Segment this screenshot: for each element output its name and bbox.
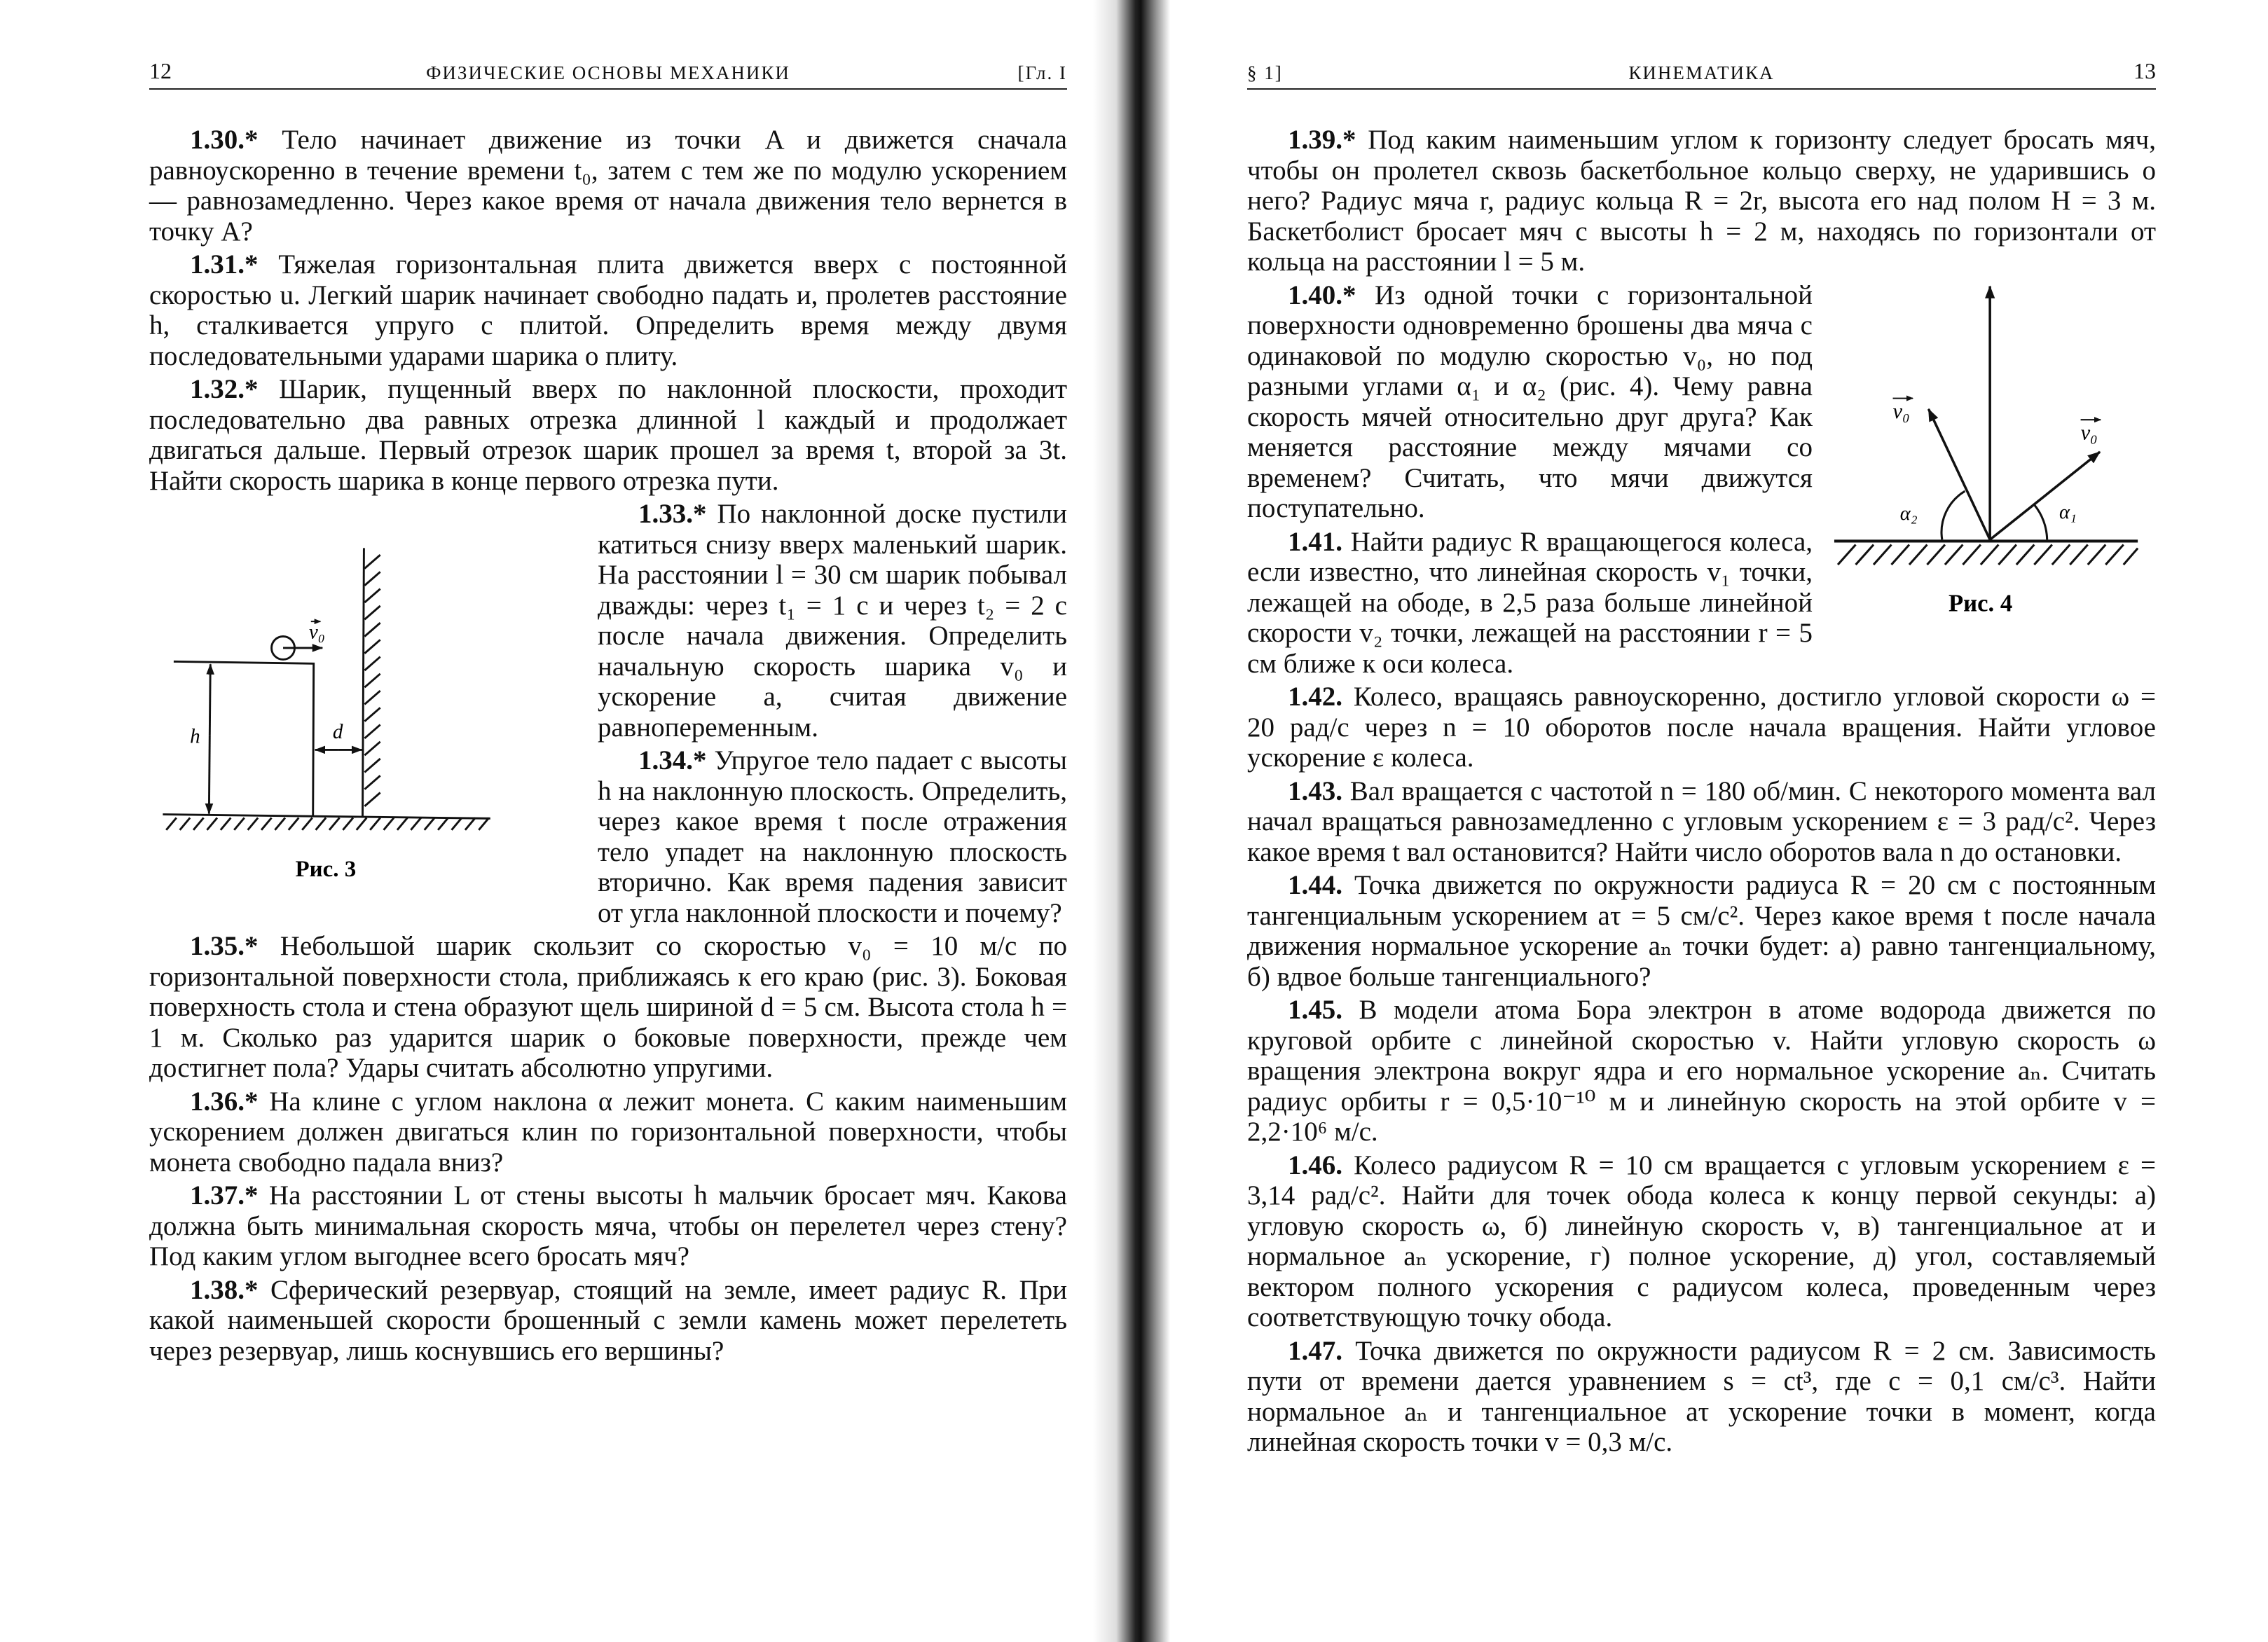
page-number: 12 — [149, 58, 172, 83]
problem-1-41: 1.41. Найти радиус R вращающегося колеса, если известно, что линейная скорость v₁ точки, лежащей на ободе, в 2,5 раза больше линейной скорости v₂ точки, лежащей на расстоянии r = 5 см ближе к оси колеса. — [1247, 526, 1813, 679]
problem-1-36: 1.36.* На клине с углом наклона α лежит монета. С каким наименьшим ускорением должен двигаться клин по горизонтальной поверхности, чтобы монета свободно падала вниз? — [149, 1086, 1068, 1178]
problem-1-40: 1.40.* Из одной точки с горизонтальной поверхности одновременно брошены два мяча с одинаковой по модулю скоростью v₀, но под разными углами α₁ и α₂ (рис. 4). Чему равна скорость мячей относительно друг друга? Как меняется расстояние между мячами со временем? Считать, что мячи движутся поступательно. — [1247, 280, 1813, 523]
problem-1-43: 1.43. Вал вращается с частотой n = 180 об/мин. С некоторого момента вал начал вращаться равнозамедленно с угловым ускорением ε = 3 рад/с². Через какое время t вал остановится? Найти число оборотов вала n до остановки. — [1247, 775, 2157, 867]
page-number: 13 — [2133, 58, 2156, 83]
problem-1-32: 1.32.* Шарик, пущенный вверх по наклонной плоскости, проходит последовательно два равных отрезка длинной l каждый и продолжает двигаться дальше. Первый отрезок шарик прошел за время t, второй за 3t. Найти скорость шарика в конце первого отрезка пути. — [149, 374, 1068, 496]
figure-3 — [149, 518, 598, 911]
figure-caption: Рис. 3 — [295, 856, 357, 882]
figure-caption: Рис. 4 — [1949, 590, 2013, 617]
problem-1-47: 1.47. Точка движется по окружности радиусом R = 2 см. Зависимость пути от времени дается уравнением s = ct³, где c = 0,1 см/c³. Найти нормальное aₙ и тангенциальное aτ ускорение точки в момент, когда линейная скорость точки v = 0,3 м/с. — [1247, 1335, 2157, 1457]
problem-1-31: 1.31.* Тяжелая горизонтальная плита движется вверх с постоянной скоростью u. Легкий шарик начинает свободно падать и, пролетев расстояние h, сталкивается упруго с плитой. Определить время между двумя последовательными ударами шарика о плиту. — [149, 249, 1067, 371]
problem-1-35: 1.35.* Небольшой шарик скользит со скоростью v₀ = 10 м/с по горизонтальной поверхности стола, приближаясь к его краю (рис. 3). Боковая поверхность стола и стена образуют щель шириной d = 5 см. Высота стола h = 1 м. Сколько раз ударится шарик о боковые поверхности, прежде чем достигнет пола? Удары считать абсолютно упругими. — [149, 931, 1067, 1083]
problem-1-45: 1.45. В модели атома Бора электрон в атоме водорода движется по круговой орбите с линейной скоростью v. Найти угловую скорость ω вращения электрона вокруг ядра и его нормальное ускорение aₙ. Считать радиус орбиты r = 0,5·10⁻¹⁰ м и линейную скорость на этой орбите v = 2,2·10⁶ м/с. — [1247, 995, 2156, 1147]
label-v0-right: v₀ — [2080, 420, 2098, 445]
page-content — [149, 125, 1067, 1369]
problem-1-42: 1.42. Колесо, вращаясь равноускоренно, достигло угловой скорости ω = 20 рад/с через n = 10 оборотов после начала вращения. Найти угловое ускорение ε колеса. — [1247, 682, 2156, 773]
header-title: ФИЗИЧЕСКИЕ ОСНОВЫ МЕХАНИКИ — [426, 62, 790, 83]
two-balls-velocity-diagram — [1813, 265, 2156, 636]
figure-4 — [1813, 265, 2156, 636]
label-h: h — [190, 725, 200, 748]
problem-1-39: 1.39.* Под каким наименьшим углом к горизонту следует бросать мяч, чтобы он пролетел сквозь баскетбольное кольцо сверху, не ударившись о него? Радиус мяча r, радиус кольца R = 2r, высота его над полом H = 3 м. Баскетболист бросает мяч с высоты h = 2 м, находясь по горизонтали от кольца на расстоянии l = 5 м. — [1247, 125, 2157, 277]
book-binding-gutter — [1093, 0, 1170, 1642]
section-label: § 1] — [1247, 62, 1283, 83]
running-header — [149, 55, 1067, 90]
page-content — [1247, 125, 2156, 1461]
label-alpha1: α₁ — [2059, 501, 2077, 523]
label-v0-left: v₀ — [1892, 399, 1910, 424]
problem-1-38: 1.38.* Сферический резервуар, стоящий на земле, имеет радиус R. При какой наименьшей скорости брошенный с земли камень может перелететь через резервуар, лишь коснувшись его вершины? — [149, 1274, 1068, 1366]
table-wall-diagram — [149, 518, 598, 911]
problem-1-46: 1.46. Колесо радиусом R = 10 см вращается с угловым ускорением ε = 3,14 рад/с². Найти для точек обода колеса к концу первой секунды: а) угловую скорость ω, б) линейную скорость v, в) тангенциальное aτ и нормальное aₙ ускорение, г) полное ускорение, д) угол, составляемый вектором полного ускорения с радиусом колеса, проведенным через соответствующую точку обода. — [1247, 1150, 2157, 1332]
label-alpha2: α₂ — [1899, 502, 1918, 525]
label-v0: v₀ — [308, 621, 325, 644]
header-title: КИНЕМАТИКА — [1628, 62, 1775, 83]
problem-1-44: 1.44. Точка движется по окружности радиуса R = 20 см с постоянным тангенциальным ускорением aτ = 5 см/с². Через какое время t после начала движения нормальное ускорение aₙ точки будет: а) равно тангенциальному, б) вдвое больше тангенциального? — [1247, 870, 2156, 992]
problem-1-37: 1.37.* На расстоянии L от стены высоты h мальчик бросает мяч. Какова должна быть минимальная скорость мяча, чтобы он перелетел через стену? Под каким углом выгоднее всего бросать мяч? — [149, 1180, 1067, 1271]
label-d: d — [332, 720, 343, 743]
chapter-label: [Гл. I — [1017, 62, 1067, 83]
running-header — [1247, 55, 2156, 90]
problem-1-33: 1.33.* По наклонной доске пустили катиться снизу вверх маленький шарик. На расстоянии l = 30 см шарик побывал дважды: через t₁ = 1 с и через t₂ = 2 с после начала движения. Определить начальную скорость шарика v₀ и ускорение a, считая движение равнопеременным. — [598, 499, 1067, 743]
problem-1-34: 1.34.* Упругое тело падает с высоты h на наклонную плоскость. Определить, через какое время t после отражения тело упадет на наклонную плоскость вторично. Как время падения зависит от угла наклонной плоскости и почему? — [598, 745, 1068, 928]
problem-1-30: 1.30.* Тело начинает движение из точки A и движется сначала равноускоренно в течение времени t₀, затем с тем же по модулю ускорением — равнозамедленно. Через какое время от начала движения тело вернется в точку A? — [149, 125, 1067, 247]
